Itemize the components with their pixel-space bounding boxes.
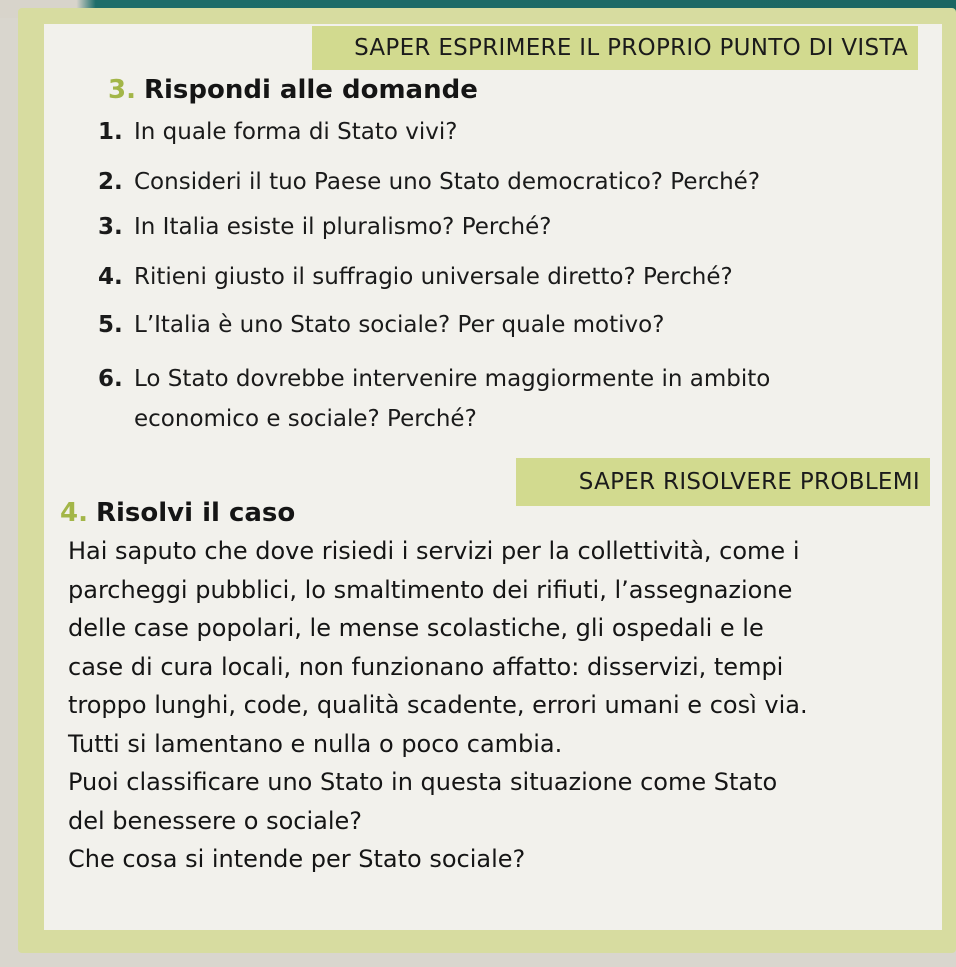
case-line: Tutti si lamentano e nulla o poco cambia.: [68, 729, 563, 758]
question-number: 2.: [98, 169, 123, 195]
case-line: del benessere o sociale?: [68, 806, 363, 835]
question-number: 5.: [98, 312, 123, 338]
case-line: parcheggi pubblici, lo smaltimento dei rifiuti, l’assegnazione: [68, 575, 793, 604]
exercise-3-title: Rispondi alle domande: [143, 75, 478, 105]
question-number: 3.: [98, 214, 123, 240]
exercise-3-number: 3.: [108, 75, 136, 105]
question-1: [98, 118, 457, 146]
question-5: [98, 311, 664, 339]
question-2: [98, 168, 760, 196]
question-number: 6.: [98, 366, 123, 392]
question-number: 4.: [98, 264, 123, 290]
exercise-4-number: 4.: [60, 498, 88, 528]
case-line: delle case popolari, le mense scolastiche, gli ospedali e le: [68, 614, 764, 642]
exercise-4-title: Risolvi il caso: [95, 498, 296, 528]
question-text-continued: economico e sociale? Perché?: [134, 406, 477, 432]
exercise-4-heading: [60, 498, 295, 528]
case-text: [68, 532, 928, 879]
question-text: L’Italia è uno Stato sociale? Per quale motivo?: [134, 312, 665, 338]
case-line: troppo lunghi, code, qualità scadente, errori umani e così via.: [68, 691, 808, 719]
question-3: [98, 213, 551, 241]
case-line: case di cura locali, non funzionano affatto: disservizi, tempi: [68, 652, 784, 681]
question-4: [98, 263, 733, 291]
case-line: Puoi classificare uno Stato in questa situazione come Stato: [68, 768, 778, 796]
question-number: 1.: [98, 119, 123, 145]
question-6: [98, 359, 770, 439]
question-text: Consideri il tuo Paese uno Stato democratico? Perché?: [134, 169, 761, 195]
case-line: Hai saputo che dove risiedi i servizi per la collettività, come i: [68, 537, 800, 565]
question-text: Ritieni giusto il suffragio universale diretto? Perché?: [134, 264, 733, 290]
exercise-3-heading: [108, 75, 478, 105]
section-banner-punto-di-vista: SAPER ESPRIMERE IL PROPRIO PUNTO DI VISTA: [312, 26, 918, 70]
case-line: Che cosa si intende per Stato sociale?: [68, 845, 526, 873]
question-text: Lo Stato dovrebbe intervenire maggiormente in ambito: [134, 366, 771, 392]
section-banner-risolvere-problemi: SAPER RISOLVERE PROBLEMI: [516, 458, 930, 506]
question-text: In Italia esiste il pluralismo? Perché?: [134, 214, 552, 240]
question-text: In quale forma di Stato vivi?: [134, 119, 458, 145]
